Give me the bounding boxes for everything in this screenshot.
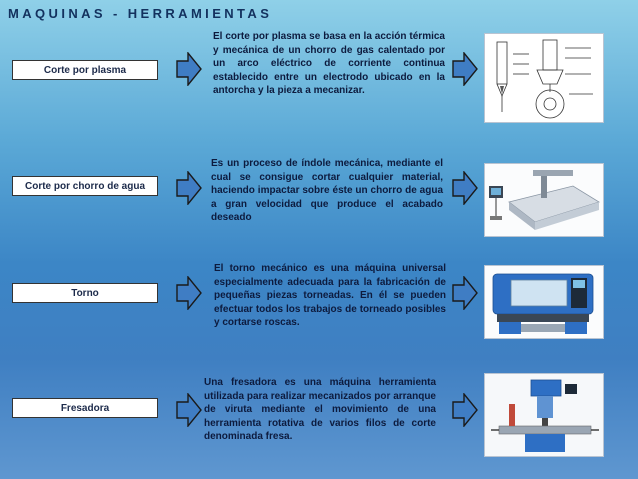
- label-chorro-agua: Corte por chorro de agua: [12, 176, 158, 196]
- description-fresadora: Una fresadora es una máquina herramienta utilizada para realizar mecanizados por arranque de viruta mediante el movimiento de una herramienta rotativa de varios filos de corte denominada fresa.: [204, 377, 436, 443]
- arrow-right-icon: [176, 393, 202, 427]
- arrow-right-icon: [452, 171, 478, 205]
- arrow-right-icon: [176, 276, 202, 310]
- waterjet-machine-photo: [484, 163, 604, 237]
- description-torno: El torno mecánico es una máquina universal especialmente adecuada para la fabricación de pequeñas piezas torneadas. En él se pueden efectuar todos los trabajos de torneado posibles y cortarse roscas.: [214, 263, 446, 329]
- arrow-right-icon: [452, 393, 478, 427]
- arrow-right-icon: [176, 171, 202, 205]
- description-chorro-agua: Es un proceso de índole mecánica, mediante el cual se consigue cortar cualquier material, haciendo impactar sobre éste un chorro de agua a gran velocidad que produce el acabado deseado: [211, 158, 443, 224]
- arrow-right-icon: [452, 276, 478, 310]
- label-torno: Torno: [12, 283, 158, 303]
- description-corte-plasma: El corte por plasma se basa en la acción térmica y mecánica de un chorro de gas calentado por un arco eléctrico de corriente continua establecido entre un electrodo ubicado en la antorcha y la pieza a mecanizar.: [213, 31, 445, 97]
- cnc-lathe-photo: [484, 265, 604, 339]
- milling-machine-photo: [484, 373, 604, 457]
- label-corte-plasma: Corte por plasma: [12, 60, 158, 80]
- page-title: MAQUINAS - HERRAMIENTAS: [8, 6, 273, 21]
- label-fresadora: Fresadora: [12, 398, 158, 418]
- arrow-right-icon: [176, 52, 202, 86]
- arrow-right-icon: [452, 52, 478, 86]
- plasma-torch-diagram: [484, 33, 604, 123]
